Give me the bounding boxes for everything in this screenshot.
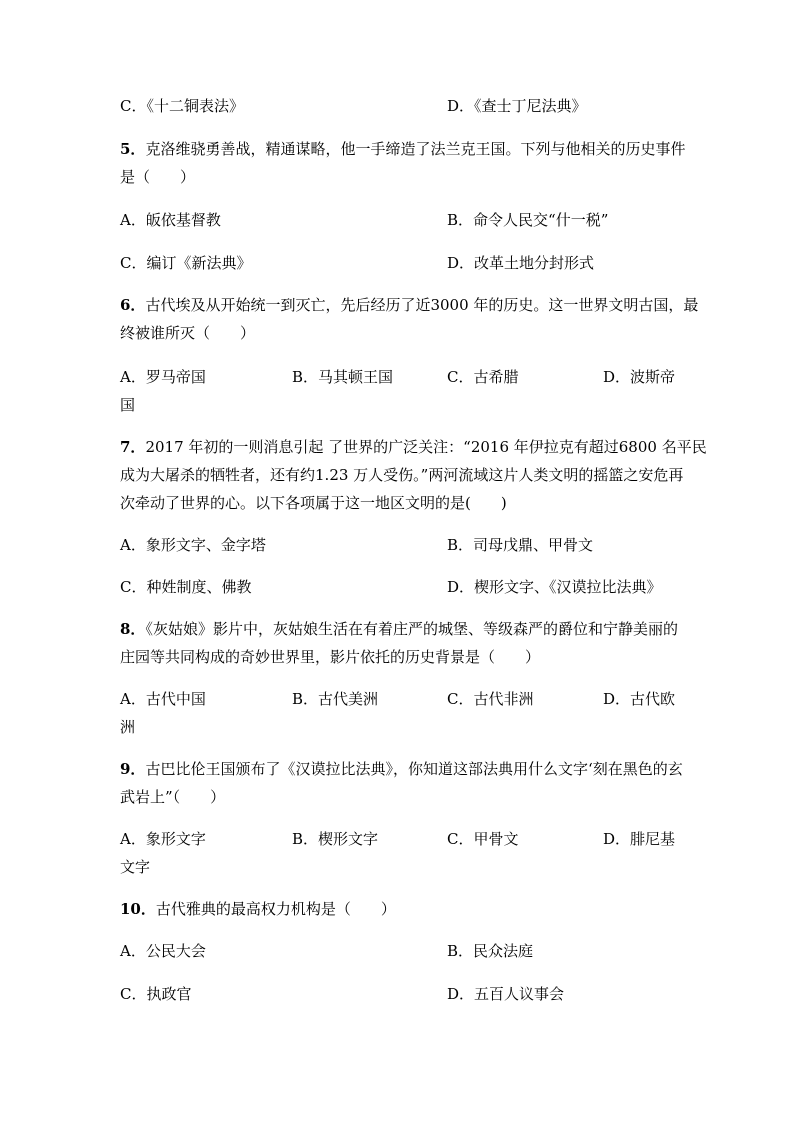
q6-option-b: B．马其顿王国 — [292, 368, 394, 386]
q8-option-c: C．古代非洲 — [447, 690, 534, 708]
q6-options-row — [120, 363, 680, 391]
q4-option-d: D．《查士丁尼法典》 — [447, 97, 587, 115]
q8-option-b: B．古代美洲 — [292, 690, 379, 708]
q4-options-row-2 — [120, 92, 680, 120]
q8-option-a: A．古代中国 — [120, 690, 206, 708]
q10-stem-text-1: 古代雅典的最高权力机构是（ ） — [155, 900, 396, 918]
q6-option-d-continued: 国 — [120, 396, 136, 414]
q4-option-c: C．《十二铜表法》 — [120, 97, 244, 115]
q8-number: 8． — [120, 620, 146, 638]
q10-option-c: C．执政官 — [120, 985, 192, 1003]
q8-option-d-continued: 洲 — [120, 718, 136, 736]
q7-stem-line-3: 次牵动了世界的心。以下各项属于这一地区文明的是( ) — [120, 494, 507, 512]
q8-stem-line-2: 庄园等共同构成的奇妙世界里，影片依托的历史背景是（ ） — [120, 648, 541, 666]
q6-option-d: D．波斯帝 — [603, 368, 676, 386]
q5-stem-line-2: 是（ ） — [120, 168, 196, 186]
q7-option-a: A．象形文字、金字塔 — [120, 536, 266, 554]
q7-options-row-1 — [120, 531, 680, 559]
q5-stem-text-1: 克洛维骁勇善战，精通谋略，他一手缔造了法兰克王国。下列与他相关的历史事件 — [145, 140, 686, 158]
q5-option-b: B．命令人民交“什一税” — [447, 211, 609, 229]
q9-option-c: C．甲骨文 — [447, 830, 519, 848]
q6-stem-text-1: 古代埃及从开始统一到灭亡，先后经历了近3000 年的历史。这一世界文明古国，最 — [145, 296, 699, 314]
q5-options-row-2 — [120, 249, 680, 277]
q9-option-d: D．腓尼基 — [603, 830, 676, 848]
question-9 — [120, 755, 683, 881]
q6-option-c: C．古希腊 — [447, 368, 519, 386]
q7-number: 7． — [120, 438, 146, 456]
q5-stem-line-1 — [120, 135, 686, 163]
q5-number: 5． — [120, 140, 146, 158]
q10-stem-line-1 — [120, 895, 680, 923]
question-6 — [120, 291, 699, 419]
question-7 — [120, 433, 707, 601]
q9-stem-line-2: 武岩上”（ ） — [120, 788, 226, 806]
q9-options-row — [120, 825, 680, 853]
q7-options-row-2 — [120, 573, 680, 601]
q7-stem-line-1 — [120, 433, 707, 461]
q9-number: 9． — [120, 760, 146, 778]
q10-number: 10． — [120, 900, 156, 918]
question-10 — [120, 895, 680, 1008]
q5-option-a: A．皈依基督教 — [120, 211, 221, 229]
question-5 — [120, 135, 686, 277]
question-8 — [120, 615, 680, 741]
q5-option-c: C．编订《新法典》 — [120, 254, 252, 272]
q8-option-d: D．古代欧 — [603, 690, 676, 708]
q7-stem-text-1: 2017 年初的一则消息引起 了世界的广泛关注：“2016 年伊拉克有超过6800 名平民 — [145, 438, 707, 456]
q10-option-b: B．民众法庭 — [447, 942, 534, 960]
q10-option-d: D．五百人议事会 — [447, 985, 565, 1003]
q9-option-b: B．楔形文字 — [292, 830, 379, 848]
q8-stem-line-1 — [120, 615, 680, 643]
q6-stem-line-2: 终被谁所灭（ ） — [120, 324, 256, 342]
q8-options-row — [120, 685, 680, 713]
q9-option-d-continued: 文字 — [120, 858, 151, 876]
q9-stem-line-1 — [120, 755, 683, 783]
q7-stem-line-2: 成为大屠杀的牺牲者，还有约1.23 万人受伤。”两河流域这片人类文明的摇篮之安危再 — [120, 466, 684, 484]
q6-number: 6． — [120, 296, 146, 314]
q10-options-row-2 — [120, 980, 680, 1008]
q9-stem-text-1: 古巴比伦王国颁布了《汉谟拉比法典》，你知道这部法典用什么文字‘刻在黑色的玄 — [145, 760, 683, 778]
q7-option-b: B．司母戊鼎、甲骨文 — [447, 536, 594, 554]
q6-stem-line-1 — [120, 291, 699, 319]
q10-options-row-1 — [120, 937, 680, 965]
q7-option-d: D．楔形文字、《汉谟拉比法典》 — [447, 578, 662, 596]
q8-stem-text-1: 《灰姑娘》影片中，灰姑娘生活在有着庄严的城堡、等级森严的爵位和宁静美丽的 — [145, 620, 678, 638]
q7-option-c: C．种姓制度、佛教 — [120, 578, 252, 596]
q5-option-d: D．改革土地分封形式 — [447, 254, 595, 272]
exam-page — [120, 92, 707, 1008]
q9-option-a: A．象形文字 — [120, 830, 206, 848]
q6-option-a: A．罗马帝国 — [120, 368, 206, 386]
q10-option-a: A．公民大会 — [120, 942, 206, 960]
q5-options-row-1 — [120, 206, 680, 234]
